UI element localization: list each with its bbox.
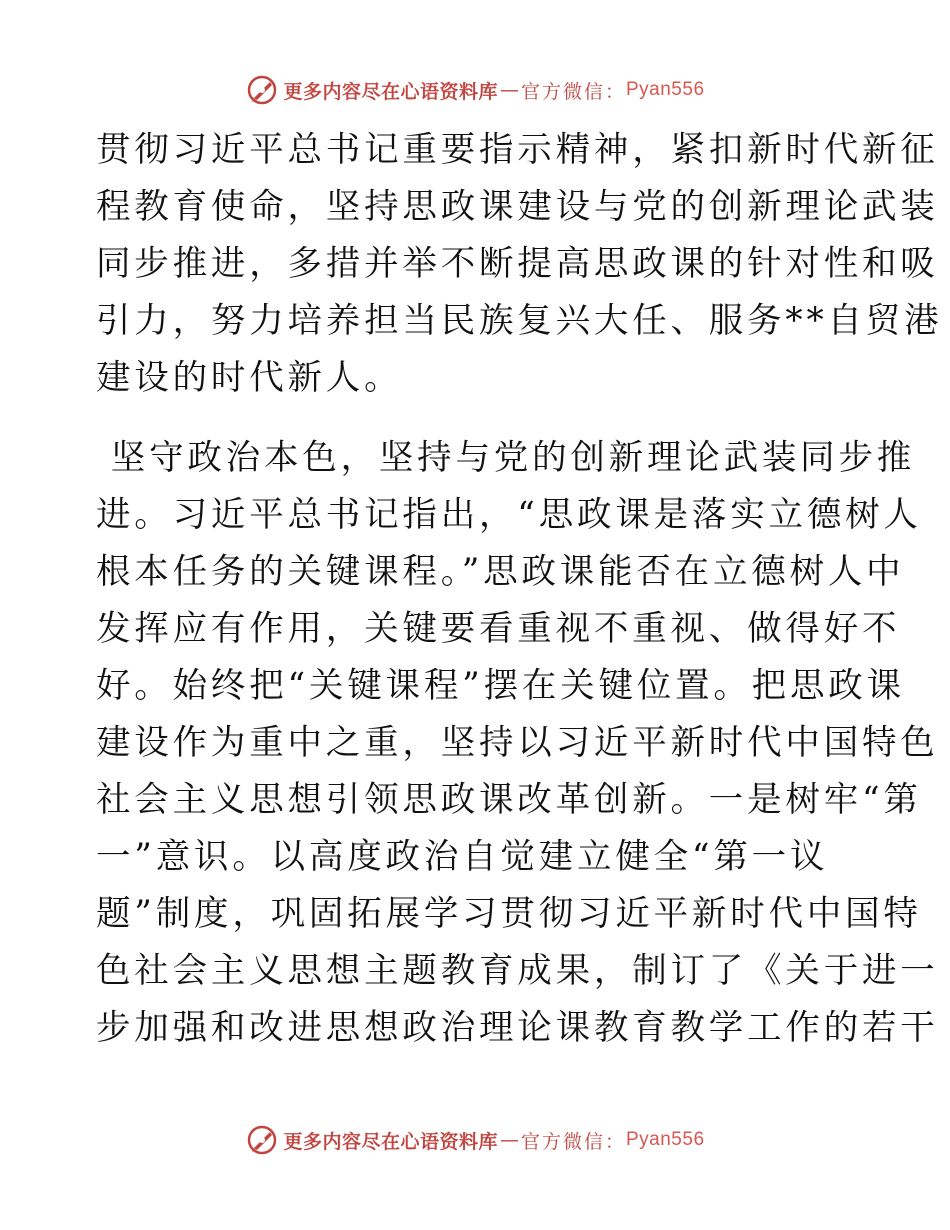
text-line: 色社会主义思想主题教育成果，制订了《关于进一: [96, 951, 939, 991]
text-line: 引力，努力培养担当民族复兴大任、服务**自贸港: [96, 301, 943, 341]
banner-wechat-label: 官方微信：: [520, 1130, 626, 1153]
paragraph-political-color: [96, 430, 939, 1057]
banner-wechat-id: Pyan556: [626, 1129, 705, 1150]
text-line: 题”制度，巩固拓展学习贯彻习近平新时代中国特: [96, 894, 922, 934]
banner-wechat-label: 官方微信：: [520, 80, 626, 103]
text-line: 步加强和改进思想政治理论课教育教学工作的若干: [96, 1008, 939, 1048]
text-line: 同步推进，多措并举不断提高思政课的针对性和吸: [96, 244, 939, 284]
text-line: 好。始终把“关键课程”摆在关键位置。把思政课: [96, 666, 905, 706]
footer-watermark-banner: [0, 1120, 950, 1160]
text-line: 坚守政治本色，坚持与党的创新理论武装同步推: [96, 438, 916, 478]
text-line: 建设的时代新人。: [96, 358, 403, 398]
text-line: 社会主义思想引领思政课改革创新。一是树牢“第: [96, 780, 922, 820]
banner-title: 更多内容尽在心语资料库: [283, 80, 498, 103]
text-line: 根本任务的关键课程。”思政课能否在立德树人中: [96, 552, 905, 592]
banner-separator: —: [499, 79, 519, 101]
text-line: 程教育使命，坚持思政课建设与党的创新理论武装: [96, 187, 939, 227]
text-line: 进。习近平总书记指出，“思政课是落实立德树人: [96, 495, 922, 535]
quill-logo-icon: [245, 73, 279, 107]
banner-separator: —: [499, 1129, 519, 1151]
paragraph-intro: [96, 122, 943, 407]
quill-logo-icon: [245, 1123, 279, 1157]
text-line: 发挥应有作用，关键要看重视不重视、做得好不: [96, 609, 901, 649]
banner-title: 更多内容尽在心语资料库: [283, 1130, 498, 1153]
header-watermark-banner: [0, 70, 950, 110]
text-line: 贯彻习近平总书记重要指示精神，紧扣新时代新征: [96, 130, 939, 170]
text-line: 建设作为重中之重，坚持以习近平新时代中国特色: [96, 723, 939, 763]
banner-wechat-id: Pyan556: [626, 79, 705, 100]
text-line: 一”意识。以高度政治自觉建立健全“第一议: [96, 837, 829, 877]
